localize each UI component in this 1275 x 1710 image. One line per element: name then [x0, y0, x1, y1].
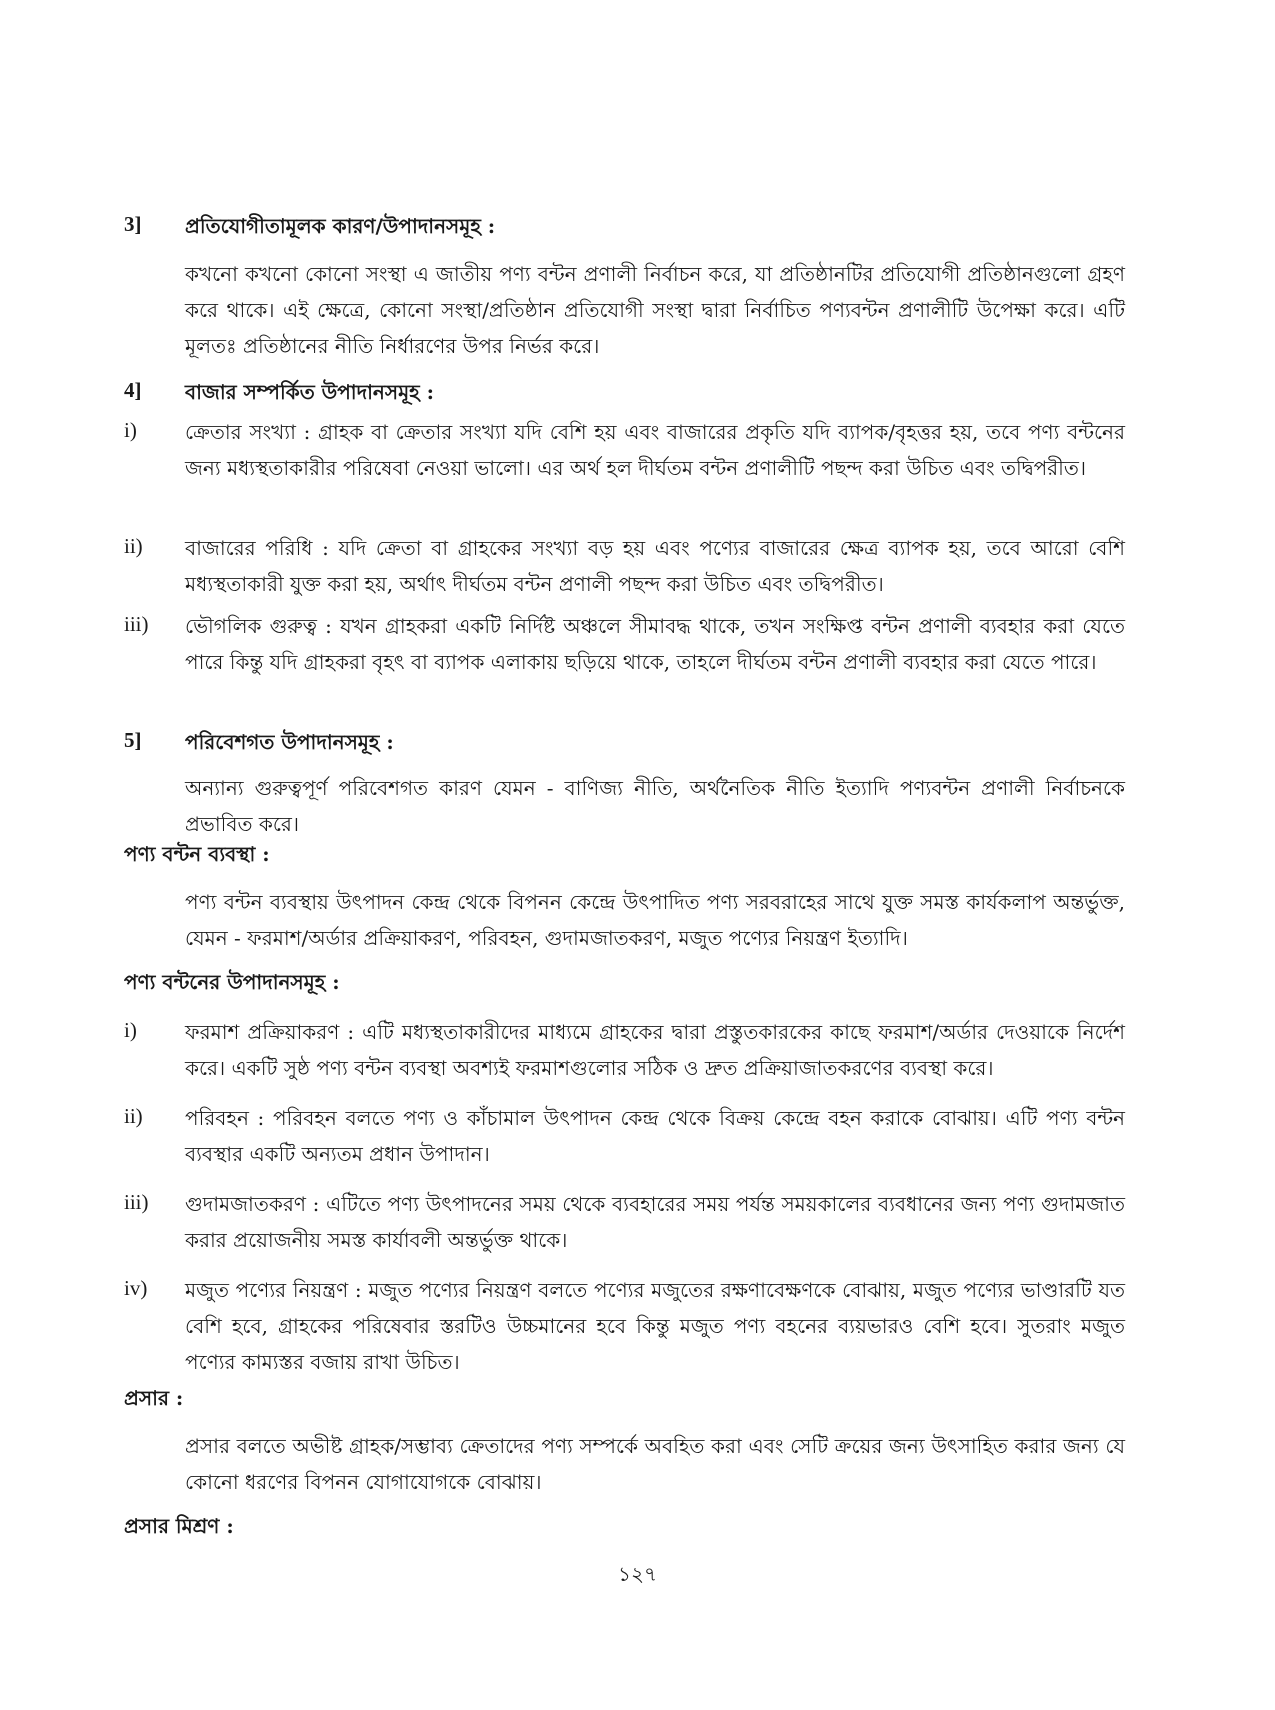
paragraph: অন্যান্য গুরুত্বপূর্ণ পরিবেশগত কারণ যেমন - বাণিজ্য নীতি, অর্থনৈতিক নীতি ইত্যাদি পণ্যবন্টন প্রণালী নির্বাচনকে প্রভাবিত করে। — [185, 776, 1125, 836]
paragraph: কখনো কখনো কোনো সংস্থা এ জাতীয় পণ্য বন্টন প্রণালী নির্বাচন করে, যা প্রতিষ্ঠানটির প্রতিযোগী প্রতিষ্ঠানগুলো গ্রহণ করে থাকে। এই ক্ষেত্রে, কোনো সংস্থা/প্রতিষ্ঠান প্রতিযোগী সংস্থা দ্বারা নির্বাচিত পণ্যবন্টন প্রণালীটি উপেক্ষা করে। এটি মূলতঃ প্রতিষ্ঠানের নীতি নির্ধারণের উপর নির্ভর করে। — [185, 262, 1125, 358]
list-marker: i) — [124, 1018, 137, 1042]
list-marker: iii) — [124, 1190, 149, 1214]
section-number: 3] — [124, 212, 142, 236]
section-title: বাজার সম্পর্কিত উপাদানসমূহ : — [185, 380, 435, 404]
heading: প্রসার : — [124, 1386, 184, 1410]
paragraph: প্রসার বলতে অভীষ্ট গ্রাহক/সম্ভাব্য ক্রেতাদের পণ্য সম্পর্কে অবহিত করা এবং সেটি ক্রয়ের জন্য উৎসাহিত করার জন্য যে কোনো ধরণের বিপনন যোগাযোগকে বোঝায়। — [185, 1434, 1125, 1494]
list-item: ভৌগলিক গুরুত্ব : যখন গ্রাহকরা একটি নির্দিষ্ট অঞ্চলে সীমাবদ্ধ থাকে, তখন সংক্ষিপ্ত বন্টন প্রণালী ব্যবহার করা যেতে পারে কিন্তু যদি গ্রাহকরা বৃহৎ বা ব্যাপক এলাকায় ছড়িয়ে থাকে, তাহলে দীর্ঘতম বন্টন প্রণালী ব্যবহার করা যেতে পারে। — [185, 614, 1125, 674]
section-number: 4] — [124, 378, 142, 402]
section-title: প্রতিযোগীতামূলক কারণ/উপাদানসমূহ : — [185, 214, 496, 238]
heading: পণ্য বন্টন ব্যবস্থা : — [124, 842, 270, 866]
paragraph: পণ্য বন্টন ব্যবস্থায় উৎপাদন কেন্দ্র থেকে বিপনন কেন্দ্রে উৎপাদিত পণ্য সরবরাহের সাথে যুক্ত সমস্ত কার্যকলাপ অন্তর্ভুক্ত, যেমন - ফরমাশ/অর্ডার প্রক্রিয়াকরণ, পরিবহন, গুদামজাতকরণ, মজুত পণ্যের নিয়ন্ত্রণ ইত্যাদি। — [185, 890, 1125, 950]
list-item: ক্রেতার সংখ্যা : গ্রাহক বা ক্রেতার সংখ্যা যদি বেশি হয় এবং বাজারের প্রকৃতি যদি ব্যাপক/বৃহত্তর হয়, তবে পণ্য বন্টনের জন্য মধ্যস্থতাকারীর পরিষেবা নেওয়া ভালো। এর অর্থ হল দীর্ঘতম বন্টন প্রণালীটি পছন্দ করা উচিত এবং তদ্বিপরীত। — [185, 420, 1125, 480]
list-item: পরিবহন : পরিবহন বলতে পণ্য ও কাঁচামাল উৎপাদন কেন্দ্র থেকে বিক্রয় কেন্দ্রে বহন করাকে বোঝায়। এটি পণ্য বন্টন ব্যবস্থার একটি অন্যতম প্রধান উপাদান। — [185, 1106, 1125, 1166]
list-marker: ii) — [124, 1104, 143, 1128]
page-number: ১২৭ — [618, 1562, 657, 1586]
heading: প্রসার মিশ্রণ : — [124, 1514, 234, 1538]
section-title: পরিবেশগত উপাদানসমূহ : — [185, 730, 394, 754]
heading: পণ্য বন্টনের উপাদানসমূহ : — [124, 970, 340, 994]
list-item: বাজারের পরিধি : যদি ক্রেতা বা গ্রাহকের সংখ্যা বড় হয় এবং পণ্যের বাজারের ক্ষেত্র ব্যাপক হয়, তবে আরো বেশি মধ্যস্থতাকারী যুক্ত করা হয়, অর্থাৎ দীর্ঘতম বন্টন প্রণালী পছন্দ করা উচিত এবং তদ্বিপরীত। — [185, 536, 1125, 596]
list-marker: ii) — [124, 534, 143, 558]
list-item: গুদামজাতকরণ : এটিতে পণ্য উৎপাদনের সময় থেকে ব্যবহারের সময় পর্যন্ত সময়কালের ব্যবধানের জন্য পণ্য গুদামজাত করার প্রয়োজনীয় সমস্ত কার্যাবলী অন্তর্ভুক্ত থাকে। — [185, 1192, 1125, 1252]
list-marker: iv) — [124, 1276, 148, 1300]
list-item: মজুত পণ্যের নিয়ন্ত্রণ : মজুত পণ্যের নিয়ন্ত্রণ বলতে পণ্যের মজুতের রক্ষণাবেক্ষণকে বোঝায়, মজুত পণ্যের ভাণ্ডারটি যত বেশি হবে, গ্রাহকের পরিষেবার স্তরটিও উচ্চমানের হবে কিন্তু মজুত পণ্য বহনের ব্যয়ভারও বেশি হবে। সুতরাং মজুত পণ্যের কাম্যস্তর বজায় রাখা উচিত। — [185, 1278, 1125, 1374]
list-marker: i) — [124, 418, 137, 442]
section-number: 5] — [124, 728, 142, 752]
list-item: ফরমাশ প্রক্রিয়াকরণ : এটি মধ্যস্থতাকারীদের মাধ্যমে গ্রাহকের দ্বারা প্রস্তুতকারকের কাছে ফরমাশ/অর্ডার দেওয়াকে নির্দেশ করে। একটি সুষ্ঠ পণ্য বন্টন ব্যবস্থা অবশ্যই ফরমাশগুলোর সঠিক ও দ্রুত প্রক্রিয়াজাতকরণের ব্যবস্থা করে। — [185, 1020, 1125, 1080]
list-marker: iii) — [124, 612, 149, 636]
